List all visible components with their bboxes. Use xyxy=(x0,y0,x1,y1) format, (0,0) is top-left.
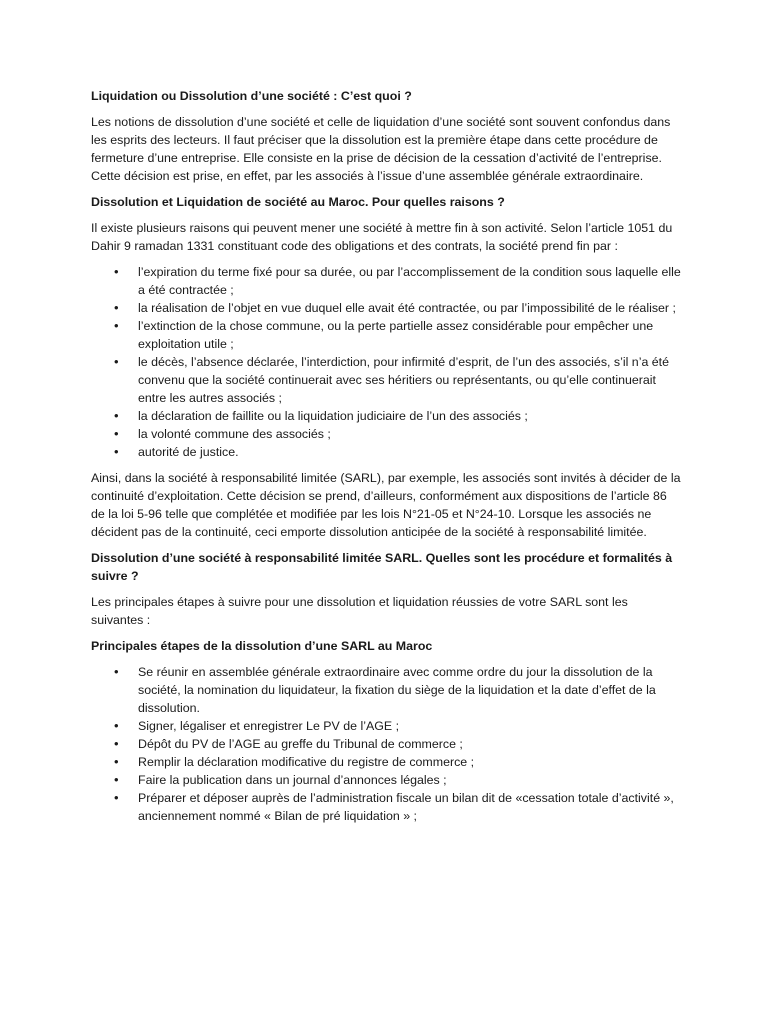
section-steps xyxy=(91,637,681,825)
document-page xyxy=(91,87,681,833)
paragraph: Les notions de dissolution d’une société et celle de liquidation d’une société sont souvent confondus dans les esprits des lecteurs. Il faut préciser que la dissolution est la première étape dans cette procédure de fermeture d’une entreprise. Elle consiste en la prise de décision de la cessation d’activité de l’entreprise. Cette décision est prise, en effet, par les associés à l’issue d’une assemblée générale extraordinaire. xyxy=(91,115,671,183)
list-item: • le décès, l’absence déclarée, l’interdiction, pour infirmité d’esprit, de l’un des associés, s’il n’a été convenu que la société continuerait avec ses héritiers ou représentants, ou qu’elle continuerait entre les autres associés ; xyxy=(138,353,681,407)
section-reasons xyxy=(91,193,681,541)
list-item: • la volonté commune des associés ; xyxy=(138,425,681,443)
steps-list xyxy=(91,663,681,825)
section-heading: Principales étapes de la dissolution d’une SARL au Maroc xyxy=(91,639,433,653)
list-item: • Faire la publication dans un journal d’annonces légales ; xyxy=(138,771,681,789)
reasons-list xyxy=(91,263,681,461)
section-heading: Dissolution d’une société à responsabilité limitée SARL. Quelles sont les procédure et formalités à suivre ? xyxy=(91,551,673,583)
section-heading: Liquidation ou Dissolution d’une société : C’est quoi ? xyxy=(91,89,412,103)
paragraph: Les principales étapes à suivre pour une dissolution et liquidation réussies de votre SARL sont les suivantes : xyxy=(91,595,628,627)
list-item: • l’expiration du terme fixé pour sa durée, ou par l’accomplissement de la condition sous laquelle elle a été contractée ; xyxy=(138,263,681,299)
list-item: • Dépôt du PV de l’AGE au greffe du Tribunal de commerce ; xyxy=(138,735,681,753)
list-item: • Remplir la déclaration modificative du registre de commerce ; xyxy=(138,753,681,771)
list-item: • la déclaration de faillite ou la liquidation judiciaire de l’un des associés ; xyxy=(138,407,681,425)
list-item: • Signer, légaliser et enregistrer Le PV de l’AGE ; xyxy=(138,717,681,735)
list-item: • Préparer et déposer auprès de l’administration fiscale un bilan dit de «cessation totale d’activité », anciennement nommé « Bilan de pré liquidation » ; xyxy=(138,789,681,825)
list-item: • l’extinction de la chose commune, ou la perte partielle assez considérable pour empêcher une exploitation utile ; xyxy=(138,317,681,353)
list-item: • autorité de justice. xyxy=(138,443,681,461)
paragraph: Ainsi, dans la société à responsabilité limitée (SARL), par exemple, les associés sont invités à décider de la continuité d’exploitation. Cette décision se prend, d’ailleurs, conformément aux dispositions de l’article 86 de la loi 5-96 telle que complétée et modifiée par les lois N°21-05 et N°24-10. Lorsque les associés ne décident pas de la continuité, ceci emporte dissolution anticipée de la société à responsabilité limitée. xyxy=(91,471,681,539)
list-item: • la réalisation de l’objet en vue duquel elle avait été contractée, ou par l’impossibilité de le réaliser ; xyxy=(138,299,681,317)
paragraph: Il existe plusieurs raisons qui peuvent mener une société à mettre fin à son activité. Selon l’article 1051 du Dahir 9 ramadan 1331 constituant code des obligations et des contrats, la société prend fin par : xyxy=(91,221,673,253)
section-procedure xyxy=(91,549,681,629)
section-heading: Dissolution et Liquidation de société au Maroc. Pour quelles raisons ? xyxy=(91,195,505,209)
list-item: • Se réunir en assemblée générale extraordinaire avec comme ordre du jour la dissolution de la société, la nomination du liquidateur, la fixation du siège de la liquidation et la date d’effet de la dissolution. xyxy=(138,663,681,717)
section-definition xyxy=(91,87,681,185)
